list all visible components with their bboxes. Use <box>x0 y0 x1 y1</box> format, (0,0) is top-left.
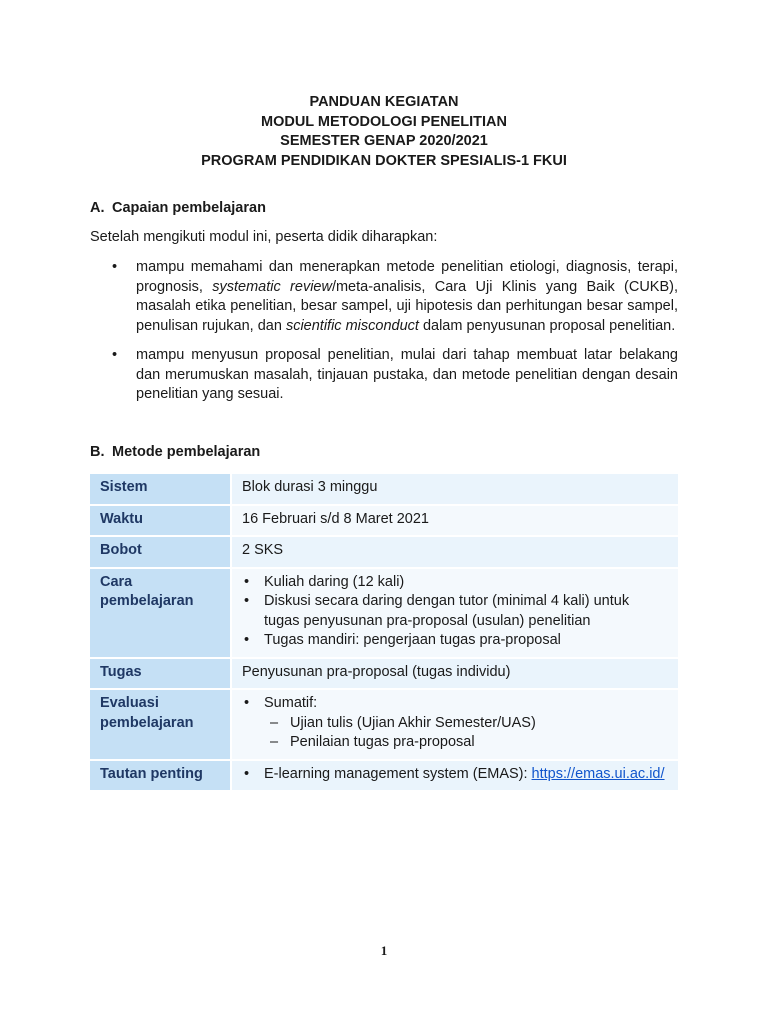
sub-list-item-text: Ujian tulis (Ujian Akhir Semester/UAS) <box>290 714 536 731</box>
sub-list-item <box>264 714 668 734</box>
table-row-tugas <box>90 658 678 690</box>
sub-list-item-text: Penilaian tugas pra-proposal <box>290 734 475 750</box>
section-a-intro: Setelah mengikuti modul ini, peserta didik diharapkan: <box>90 229 438 245</box>
list-item <box>242 573 668 593</box>
row-label: Waktu <box>90 505 231 537</box>
row-label <box>90 689 231 760</box>
section-a-heading <box>90 200 266 216</box>
outcome-1-text-b: /meta-analisis, Cara Uji Klinis yang Baik (CUKB), masalah etika penelitian, besar sampel, uji hipotesis dan perhitungan besar sampel, penulisan rujukan, dan <box>136 278 678 334</box>
section-a-title: Capaian pembelajaran <box>112 200 266 216</box>
bullet-icon: • <box>112 259 118 275</box>
learning-outcomes-list <box>108 258 678 415</box>
learning-outcome-2 <box>108 346 678 405</box>
row-label <box>90 568 231 658</box>
section-b-title: Metode pembelajaran <box>112 444 261 460</box>
sub-list-item <box>264 733 668 753</box>
row-value <box>231 689 678 760</box>
section-b-heading <box>90 444 260 460</box>
page-number: 1 <box>380 943 388 958</box>
table-row-sistem <box>90 474 678 505</box>
row-value <box>231 568 678 658</box>
cara-list <box>242 573 668 651</box>
title-line-4: PROGRAM PENDIDIKAN DOKTER SPESIALIS-1 FKUI <box>201 152 567 169</box>
list-item-text: Diskusi secara daring dengan tutor (minimal 4 kali) untuk tugas penyusunan pra-proposal (usulan) penelitian <box>264 593 630 629</box>
label-line: Cara <box>100 573 133 590</box>
list-item-text: Kuliah daring (12 kali) <box>264 573 405 590</box>
row-value: 2 SKS <box>231 536 678 568</box>
evaluasi-sublist <box>264 714 668 753</box>
bullet-icon: • <box>244 573 250 590</box>
bullet-icon: • <box>244 695 250 711</box>
bullet-icon: • <box>244 593 250 609</box>
outcome-1-italic-a: systematic review <box>212 278 332 295</box>
title-line-3: SEMESTER GENAP 2020/2021 <box>280 133 488 149</box>
emas-link[interactable]: https://emas.ui.ac.id/ <box>531 765 665 782</box>
outcome-2-text: mampu menyusun proposal penelitian, mulai dari tahap membuat latar belakang dan merumuskan masalah, tinjauan pustaka, dan metode penelitian dengan desain penelitian yang sesuai. <box>136 347 678 402</box>
list-item <box>242 592 668 631</box>
section-b-number: B. <box>90 444 105 460</box>
outcome-1-text-a: mampu memahami dan menerapkan metode penelitian etiologi, diagnosis, terapi, prognosis, <box>136 259 678 295</box>
list-item-text: Tugas mandiri: pengerjaan tugas pra-proposal <box>264 632 561 648</box>
list-item <box>242 765 668 785</box>
document-title <box>0 93 768 171</box>
label-line: Evaluasi <box>100 695 159 711</box>
outcome-1-text-c: dalam penyusunan proposal penelitian. <box>418 317 676 334</box>
row-label: Tugas <box>90 658 231 690</box>
table-row-cara <box>90 568 678 658</box>
title-line-1: PANDUAN KEGIATAN <box>309 94 459 110</box>
learning-outcome-1 <box>108 258 678 336</box>
label-line: pembelajaran <box>100 593 194 609</box>
table-row-evaluasi <box>90 689 678 760</box>
table-row-tautan <box>90 760 678 792</box>
bullet-icon: • <box>112 347 118 363</box>
row-label: Sistem <box>90 474 231 505</box>
dash-icon: – <box>270 734 279 750</box>
list-item <box>242 694 668 753</box>
learning-method-table <box>90 474 678 792</box>
list-item-text: E-learning management system (EMAS): <box>264 765 532 782</box>
tautan-list <box>242 765 668 785</box>
outcome-1-italic-b: scientific misconduct <box>285 317 419 334</box>
row-value <box>231 760 678 792</box>
table-row-bobot <box>90 536 678 568</box>
label-line: pembelajaran <box>100 714 194 731</box>
list-item-text: Sumatif: <box>264 695 318 711</box>
row-value: 16 Februari s/d 8 Maret 2021 <box>231 505 678 537</box>
bullet-icon: • <box>244 632 250 648</box>
list-item <box>242 631 668 651</box>
bullet-icon: • <box>244 765 250 782</box>
title-line-2: MODUL METODOLOGI PENELITIAN <box>261 113 507 130</box>
row-label: Bobot <box>90 536 231 568</box>
table-row-waktu <box>90 505 678 537</box>
row-value: Blok durasi 3 minggu <box>231 474 678 505</box>
row-label: Tautan penting <box>90 760 231 792</box>
section-a-number: A. <box>90 200 105 216</box>
evaluasi-list <box>242 694 668 753</box>
dash-icon: – <box>270 714 279 731</box>
row-value: Penyusunan pra-proposal (tugas individu) <box>231 658 678 690</box>
